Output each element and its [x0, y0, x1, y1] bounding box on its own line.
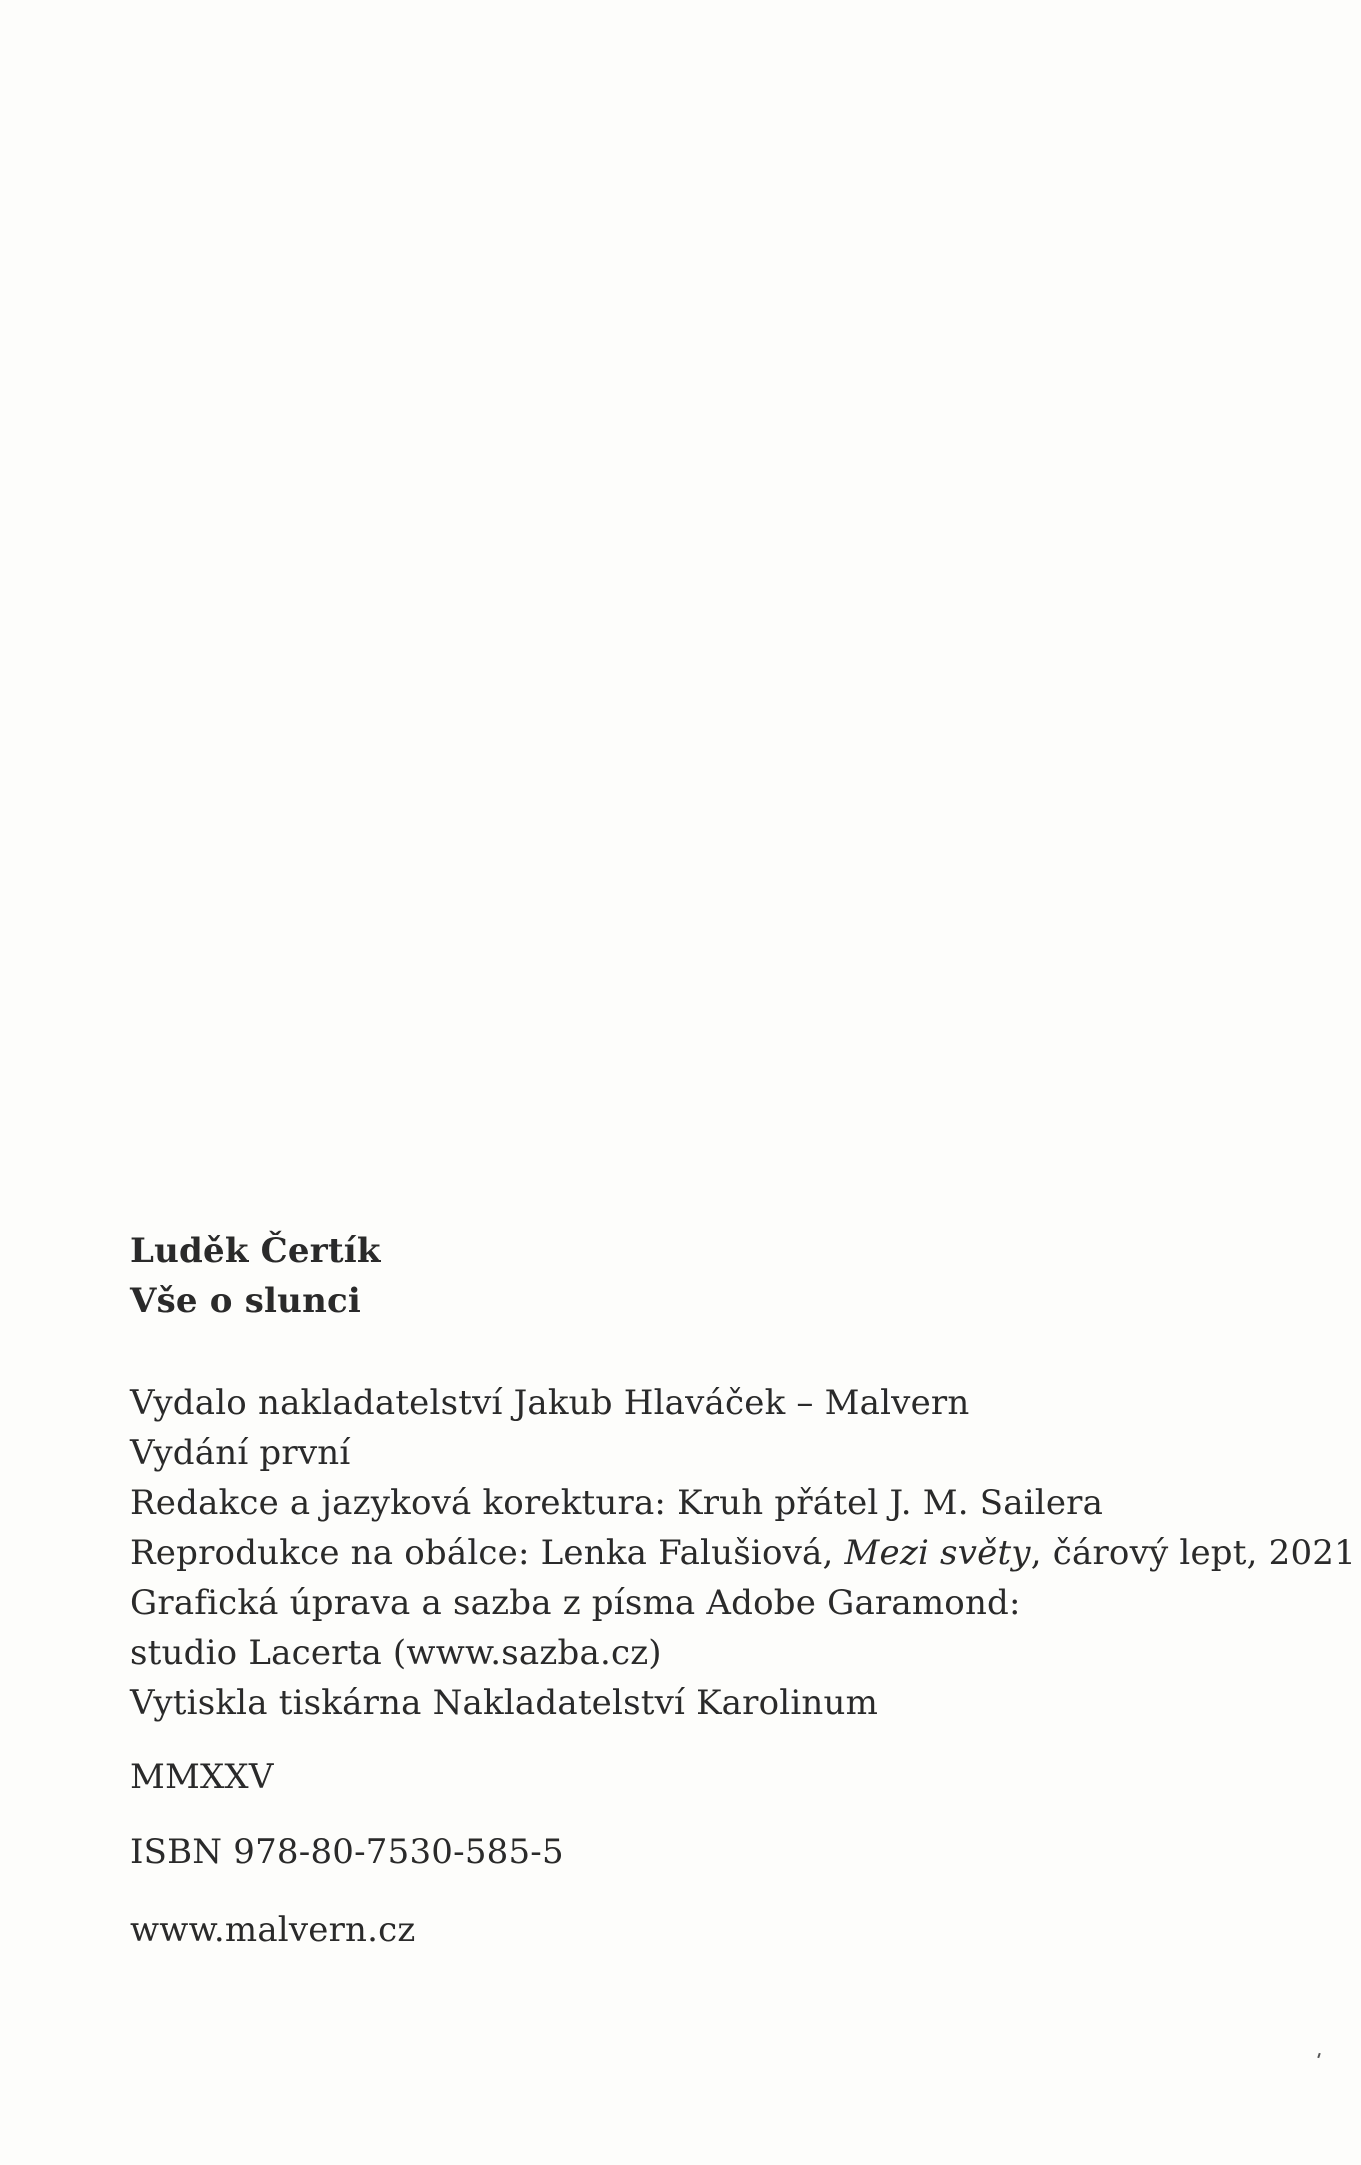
website-link[interactable]: www.malvern.cz	[130, 1910, 416, 1950]
author-title-block	[130, 1226, 381, 1326]
cover-artwork-title: Mezi světy	[844, 1533, 1031, 1573]
cover-line	[130, 1528, 1356, 1578]
paper-speck	[1317, 2053, 1320, 2058]
author-name: Luděk Čertík	[130, 1231, 381, 1271]
studio-line: studio Lacerta (www.sazba.cz)	[130, 1633, 662, 1673]
edition-line: Vydání první	[130, 1433, 351, 1473]
design-line: Grafická úprava a sazba z písma Adobe Garamond:	[130, 1583, 1021, 1623]
printer-line: Vytiskla tiskárna Nakladatelství Karolinum	[130, 1683, 879, 1723]
editing-line: Redakce a jazyková korektura: Kruh přátel J. M. Sailera	[130, 1483, 1104, 1523]
imprint-block	[130, 1378, 1356, 1728]
book-title: Vše o slunci	[130, 1281, 362, 1321]
publication-year: MMXXV	[130, 1757, 274, 1797]
cover-prefix: Reprodukce na obálce: Lenka Falušiová,	[130, 1533, 834, 1573]
cover-suffix: , čárový lept, 2021	[1030, 1533, 1356, 1573]
publisher-line: Vydalo nakladatelství Jakub Hlaváček – Malvern	[130, 1383, 970, 1423]
isbn-line: ISBN 978-80-7530-585-5	[130, 1832, 564, 1872]
